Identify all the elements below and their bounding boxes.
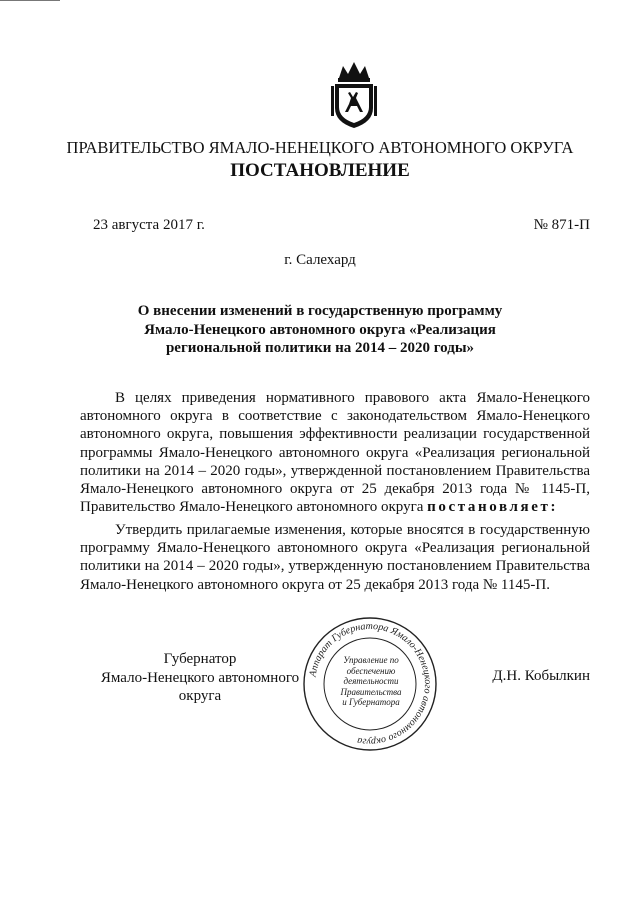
title-line: Ямало-Ненецкого автономного округа «Реализация [144, 321, 496, 338]
preamble-paragraph [80, 389, 590, 516]
signatory-name: Д.Н. Кобылкин [492, 668, 590, 684]
stamp-inner-line: деятельности [343, 676, 399, 686]
document-title [90, 302, 550, 358]
government-name: ПРАВИТЕЛЬСТВО ЯМАЛО-НЕНЕЦКОГО АВТОНОМНОГО ОКРУГА [66, 138, 574, 157]
signatory-role-line: Губернатор [163, 651, 237, 667]
stamp-inner-line: Правительства [340, 686, 402, 697]
stamp-inner-text [326, 655, 416, 708]
scan-edge-line [0, 0, 60, 1]
enactment-word: постановляет: [427, 499, 559, 516]
coat-of-arms-icon [329, 60, 379, 130]
document-date: 23 августа 2017 г. [93, 217, 205, 233]
stamp-inner-line: и Губернатора [342, 697, 400, 707]
document-type: ПОСТАНОВЛЕНИЕ [230, 160, 410, 181]
stamp-inner-line: обеспечению [346, 665, 396, 676]
document-number: № 871-П [533, 217, 590, 233]
title-line: региональной политики на 2014 – 2020 годы» [165, 340, 475, 356]
stamp-ring-text: Аппарат Губернатора Ямало-Ненецкого автономного округа [307, 620, 434, 748]
resolution-paragraph: Утвердить прилагаемые изменения, которые вносятся в государственную программу Ямало-Ненецкого автономного округа «Реализация региональной политики на 2014 – 2020 годы», утвержденную постановлением Правительства Ямало-Ненецкого автономного округа от 25 декабря 2013 года № 1145-П. [80, 522, 590, 593]
signatory-role [80, 650, 320, 706]
preamble-text: В целях приведения нормативного правового акта Ямало-Ненецкого автономного округа в соответствие с законодательством Ямало-Ненецкого автономного округа, повышения эффективности реализации государственной программы Ямало-Ненецкого автономного округа «Реализация региональной политики на 2014 – 2020 годы», утвержденной постановлением Правительства Ямало-Ненецкого автономного округа от 25 декабря 2013 года № 1145-П, Правительство Ямало-Ненецкого автономного округа [80, 390, 590, 516]
signatory-role-line: Ямало-Ненецкого автономного округа [100, 669, 300, 704]
stamp-inner-line: Управление по [343, 655, 399, 665]
document-city: г. Салехард [284, 252, 356, 268]
title-line: О внесении изменений в государственную программу [137, 303, 503, 319]
